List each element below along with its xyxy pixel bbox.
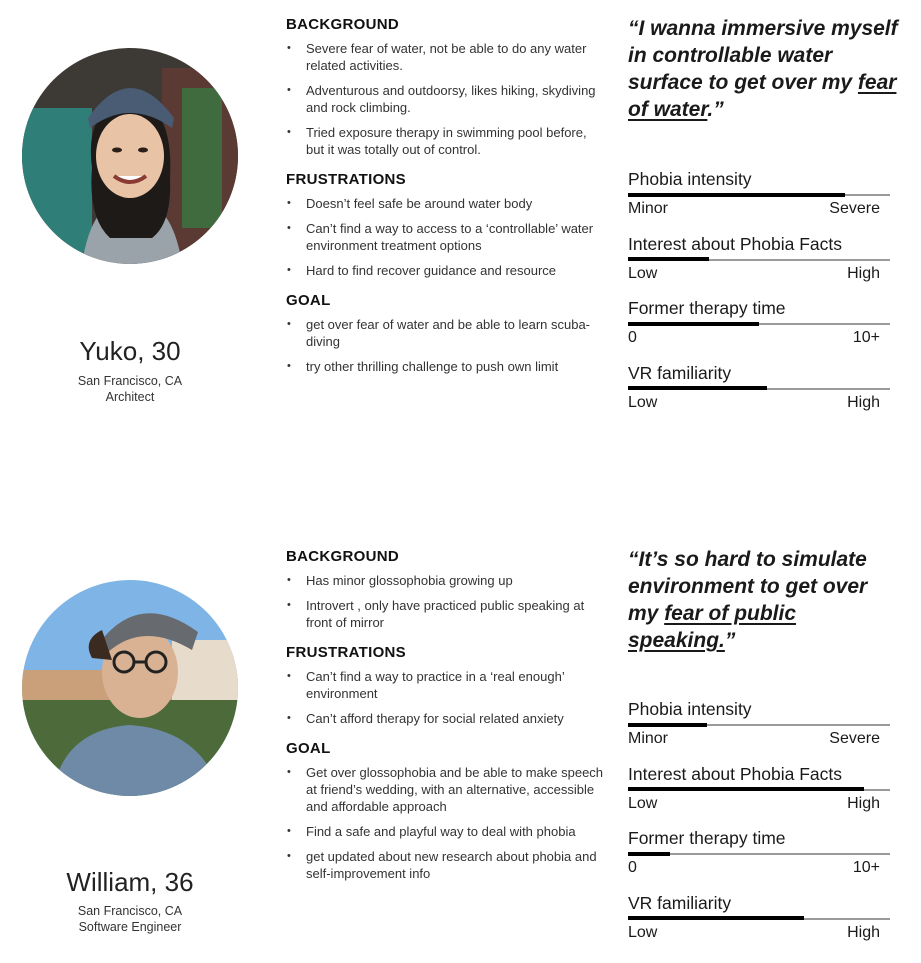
scale-title: VR familiarity [628,362,732,383]
scale-track [628,323,890,325]
persona-details [286,16,606,388]
quote-text: “I wanna immersive myself in controllable water surface to get over my [628,17,898,94]
frustrations-heading: FRUSTRATIONS [286,171,406,188]
scale-former-therapy-time [628,827,890,892]
quote-end: ” [724,629,736,652]
scale-high-label: 10+ [852,859,880,876]
scale-low-label: Low [628,794,658,812]
persona-meta [0,903,260,935]
quote-end: .” [707,98,724,121]
list-item: • Severe fear of water, not be able to do any water related activities. [286,40,606,74]
scale-fill [628,386,767,390]
scale-track [628,789,890,791]
goal-heading: GOAL [286,740,331,757]
frustrations-heading: FRUSTRATIONS [286,644,406,661]
scale-title: Interest about Phobia Facts [628,763,843,784]
list-item: • Doesn’t feel safe be around water body [286,195,606,212]
yuko-avatar-photo [22,48,238,264]
persona-details [286,548,606,895]
scale-fill [628,723,707,727]
scale-vr-familiarity [628,892,890,957]
scale-phobia-intensity [628,168,890,233]
scale-track [628,259,890,261]
goal-heading: GOAL [286,292,331,309]
scale-title: Former therapy time [628,828,786,848]
scale-low-label: Minor [628,730,669,747]
scale-track [628,194,890,196]
frustrations-list [286,668,606,727]
scale-title: Phobia intensity [628,169,752,189]
background-list [286,572,606,631]
persona-name: William, 36 [66,867,194,897]
scale-title: VR familiarity [628,892,732,913]
persona-card-yuko [0,0,921,470]
william-avatar-photo [22,580,238,796]
list-item: • Has minor glossophobia growing up [286,572,606,589]
scale-high-label: High [847,264,880,282]
scale-low-label: Low [628,393,658,411]
scale-fill [628,916,804,920]
persona-occupation: Software Engineer [78,920,182,934]
list-item: • Can’t find a way to practice in a ‘real enough’ environment [286,668,606,702]
scale-low-label: Minor [628,200,669,217]
background-heading: BACKGROUND [286,548,399,565]
persona-occupation: Architect [105,390,155,404]
list-item: • Get over glossophobia and be able to make speech at friend’s wedding, with an alternative, accessible and affordable approach [286,764,606,815]
frustrations-list [286,195,606,279]
scale-low-label: 0 [628,859,637,876]
scale-high-label: High [847,393,880,411]
scale-interest-phobia-facts [628,233,890,298]
scale-low-label: Low [628,264,658,282]
scale-fill [628,322,759,326]
persona-quote [628,546,898,654]
quote-emphasis: fear of public speaking. [628,602,797,652]
scale-high-label: High [847,794,880,812]
quote-text: “It’s so hard to simulate environment to get over my [628,548,868,625]
scale-track [628,388,890,390]
scale-former-therapy-time [628,297,890,362]
list-item: • Can’t afford therapy for social related anxiety [286,710,606,727]
scale-fill [628,193,845,197]
scale-phobia-intensity [628,698,890,763]
list-item: • Can’t find a way to access to a ‘controllable’ water environment treatment options [286,220,606,254]
scale-track [628,724,890,726]
scale-high-label: Severe [829,730,880,747]
scale-low-label: 0 [628,329,637,346]
list-item: • Tried exposure therapy in swimming pool before, but it was totally out of control. [286,124,606,158]
persona-quote [628,15,898,123]
list-item: • get over fear of water and be able to learn scuba-diving [286,316,606,350]
scale-title: Former therapy time [628,298,786,318]
goal-list [286,764,606,882]
background-list [286,40,606,158]
list-item: • Hard to find recover guidance and resource [286,262,606,279]
scale-high-label: High [847,923,880,941]
background-heading: BACKGROUND [286,16,399,33]
list-item: • get updated about new research about phobia and self-improvement info [286,848,606,882]
persona-card-william [0,530,921,963]
list-item: • try other thrilling challenge to push own limit [286,358,606,375]
list-item: • Find a safe and playful way to deal with phobia [286,823,606,840]
persona-scales [628,168,890,426]
persona-scales [628,698,890,956]
scale-high-label: 10+ [852,329,880,346]
quote-emphasis: fear of water [628,71,897,121]
goal-list [286,316,606,375]
list-item: • Adventurous and outdoorsy, likes hiking, skydiving and rock climbing. [286,82,606,116]
persona-name: Yuko, 30 [79,336,181,366]
scale-track [628,918,890,920]
persona-location: San Francisco, CA [77,374,183,388]
persona-location: San Francisco, CA [77,904,183,918]
scale-fill [628,787,864,791]
scale-fill [628,257,709,261]
persona-meta [0,373,260,405]
scale-title: Interest about Phobia Facts [628,233,843,254]
scale-high-label: Severe [829,200,880,217]
scale-low-label: Low [628,923,658,941]
scale-vr-familiarity [628,362,890,427]
scale-interest-phobia-facts [628,763,890,828]
scale-track [628,853,890,855]
list-item: • Introvert , only have practiced public speaking at front of mirror [286,597,606,631]
scale-fill [628,852,670,856]
scale-title: Phobia intensity [628,699,752,719]
